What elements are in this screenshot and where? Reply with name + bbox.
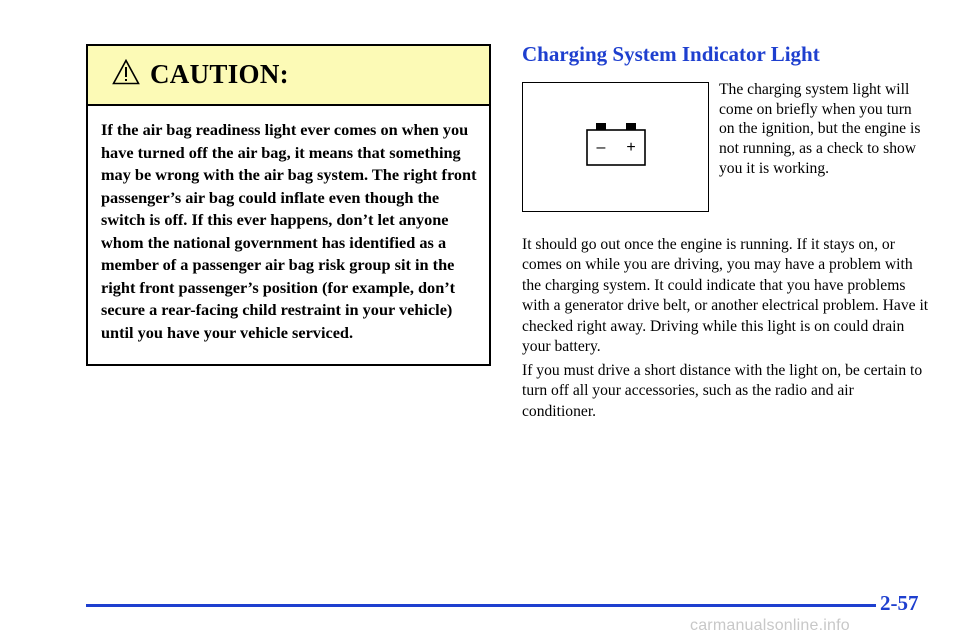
indicator-illustration	[522, 82, 709, 212]
page-number: 2-57	[880, 591, 919, 615]
caution-title: CAUTION:	[150, 59, 289, 89]
footer-rule	[86, 604, 876, 607]
battery-icon	[585, 121, 647, 167]
body-paragraph: It should go out once the engine is running. If it stays on, or comes on while you are driving, you may have a problem with the charging system. It could indicate that you have problems with a generator drive belt, or another electrical problem. Have it checked right away. Driving while this light is on could drain your battery.	[522, 236, 929, 356]
body-paragraph: If you must drive a short distance with the light on, be certain to turn off all your accessories, such as the radio and air conditioner.	[522, 362, 923, 420]
battery-plus-label: +	[626, 139, 636, 156]
warning-triangle-icon	[112, 59, 140, 85]
section-heading: Charging System Indicator Light	[522, 42, 820, 66]
indicator-intro-text: The charging system light will come on briefly when you turn on the ignition, but the engine is not running, as a check to show you it is working.	[719, 81, 921, 177]
caution-header	[88, 46, 489, 106]
battery-minus-label: –	[596, 139, 606, 156]
watermark-text: carmanualsonline.info	[690, 617, 850, 634]
caution-text: If the air bag readiness light ever comes on when you have turned off the air bag, it means that something may be wrong with the air bag system. The right front passenger’s air bag could inflate even though the switch is off. If this ever happens, don’t let anyone whom the national government has identified as a member of a passenger air bag risk group sit in the right front passenger’s position (for example, don’t secure a rear-facing child restraint in your vehicle) until you have your vehicle serviced.	[101, 120, 477, 342]
caution-box	[86, 44, 491, 366]
